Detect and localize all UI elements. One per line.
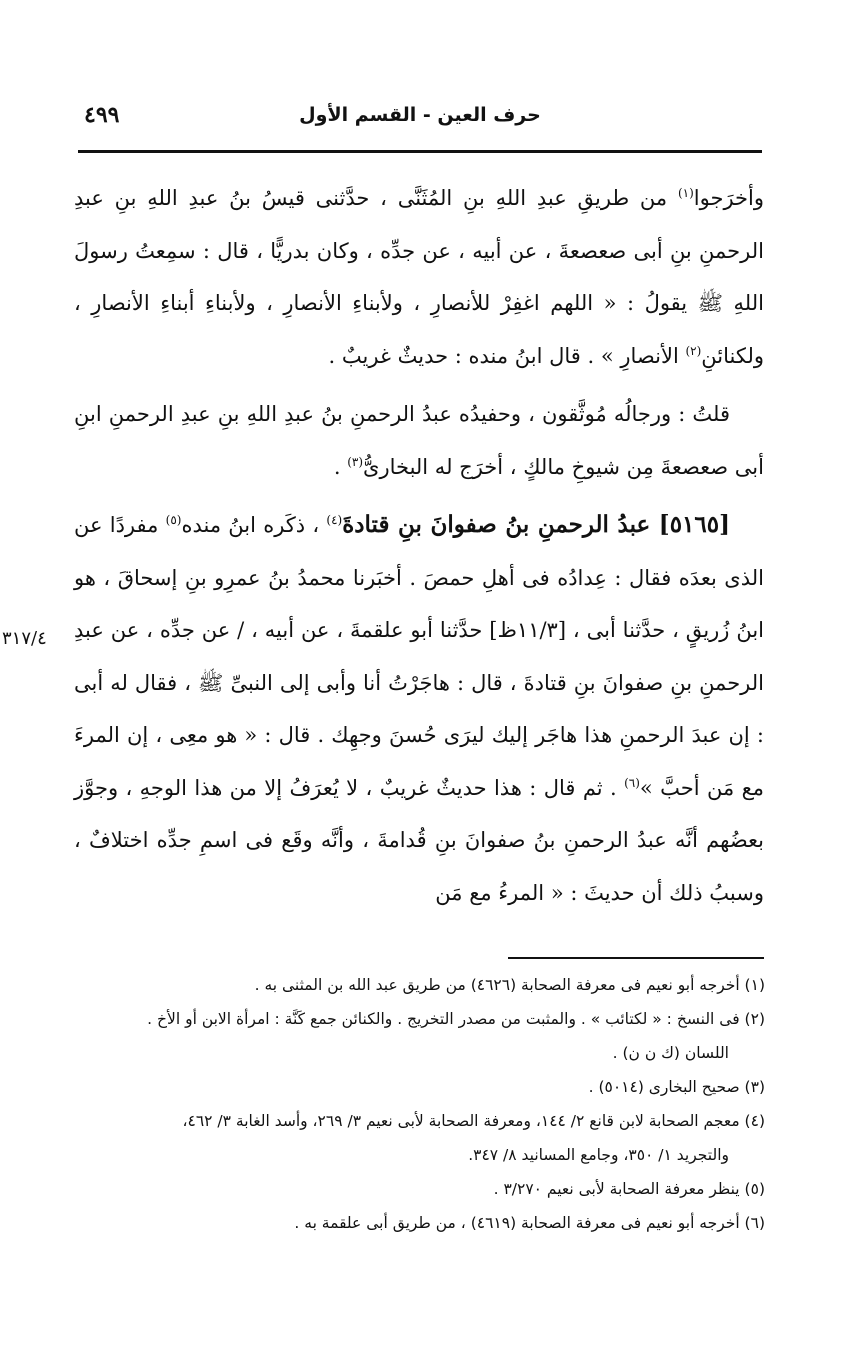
text-run: مفردًا عن الذى بعدَه فقال : عِدادُه فى أهلِ حمصَ . أخبَرنا محمدُ بنُ عمرِو بنِ إسحاقَ ، هو ابنُ زُريقٍ ، حدَّثنا أبى ، [١١/٣ظ] حدَّثنا أبو علقمةَ ، عن أبيه ، / عن جدِّه ، عن عبدِ الرحمنِ بنِ صفوانَ بنِ قتادةَ ، قال : هاجَرْتُ أنا وأبى إلى النبىِّ ﷺ ، فقال له أبى : إن عبدَ الرحمنِ هذا هاجَر إليك ليرَى حُسنَ وجهِك . قال : « هو معِى ، إن المرءَ مع مَن أحبَّ » xyxy=(74,513,764,800)
text-run: . ثم قال : هذا حديثٌ غريبٌ ، لا يُعرَفُ إلا من هذا الوجهِ ، وجوَّز بعضُهم أنَّه عبدُ الرحمنِ بنُ صفوانَ بنِ قُدامةَ ، وأنَّه وقَع فى اسمِ جدِّه اختلافٌ ، وسببُ ذلك أن حديثَ : « المرءُ مع مَن xyxy=(74,775,764,905)
page-number: ٤٩٩ xyxy=(84,102,120,128)
paragraph-3 xyxy=(74,499,764,919)
footnotes xyxy=(60,968,765,1240)
text-run: من طريقِ عبدِ اللهِ بنِ المُثَنَّى ، حدَّثنى قيسُ بنُ عبدِ اللهِ بنِ عبدِ الرحمنِ بنِ أبى صعصعةَ ، عن أبيه ، عن جدِّه ، وكان بدريًّا ، قال : سمِعتُ رسولَ اللهِ ﷺ يقولُ : « اللهم اغفِرْ للأنصارِ ، ولأبناءِ الأنصارِ ، ولأبناءِ أبناءِ الأنصارِ ، ولكنائنِ xyxy=(74,186,764,368)
main-text xyxy=(74,172,764,919)
paragraph-1 xyxy=(74,172,764,382)
footnote-ref: (٢) xyxy=(685,343,702,358)
footnote-ref: (١) xyxy=(677,186,694,200)
running-title: حرف العين - القسم الأول xyxy=(299,104,541,126)
text-run: . xyxy=(333,454,348,479)
footnote-rule xyxy=(508,957,764,959)
footnote-ref: (٦) xyxy=(624,775,640,790)
text-run: الأنصارِ » . قال ابنُ منده : حديثٌ غريبٌ . xyxy=(328,343,686,368)
entry-heading: [٥١٦٥] عبدُ الرحمنِ بنُ صفوانَ بنِ قتادةَ xyxy=(342,511,730,538)
footnote-ref: (٥) xyxy=(165,513,182,527)
text-run: قلتُ : ورجالُه مُوثَّقون ، وحفيدُه عبدُ الرحمنِ بنُ عبدِ اللهِ بنِ عبدِ الرحمنِ ابنِ أبى صعصعةَ مِن شيوخِ مالكٍ ، أخرَج له البخارىُّ xyxy=(74,402,764,479)
footnote-1: (١) أخرجه أبو نعيم فى معرفة الصحابة (٤٦٢٦) من طريق عبد الله بن المثنى به . xyxy=(254,976,765,994)
footnote-ref: (٤) xyxy=(326,513,343,527)
footnote-5: (٥) ينظر معرفة الصحابة لأبى نعيم ٣/٢٧٠ . xyxy=(493,1180,765,1198)
header-rule xyxy=(78,150,762,153)
footnote-3: (٣) صحيح البخارى (٥٠١٤) . xyxy=(588,1078,765,1096)
footnote-2-continued: اللسان (ك ن ن) . xyxy=(612,1044,729,1062)
page-header xyxy=(80,100,760,144)
text-run: ، ذكَره ابنُ منده xyxy=(181,513,327,537)
text-run: وأخرَجوا xyxy=(693,186,764,210)
paragraph-2 xyxy=(74,388,764,493)
footnote-2: (٢) فى النسخ : « لكتائب » . والمثبت من مصدر التخريج . والكنائن جمع كَنَّة : امرأة الابن أو الأخ . xyxy=(147,1010,765,1028)
footnote-6: (٦) أخرجه أبو نعيم فى معرفة الصحابة (٤٦١٩) ، من طريق أبى علقمة به . xyxy=(294,1214,765,1232)
footnote-4: (٤) معجم الصحابة لابن قانع ٢/ ١٤٤، ومعرفة الصحابة لأبى نعيم ٣/ ٢٦٩، وأسد الغابة ٣/ ٤٦٢، xyxy=(182,1112,765,1130)
margin-page-reference: ٣١٧/٤ xyxy=(2,628,47,649)
footnote-4-continued: والتجريد ١/ ٣٥٠، وجامع المسانيد ٨/ ٣٤٧. xyxy=(468,1146,729,1164)
footnote-ref: (٣) xyxy=(347,454,364,469)
